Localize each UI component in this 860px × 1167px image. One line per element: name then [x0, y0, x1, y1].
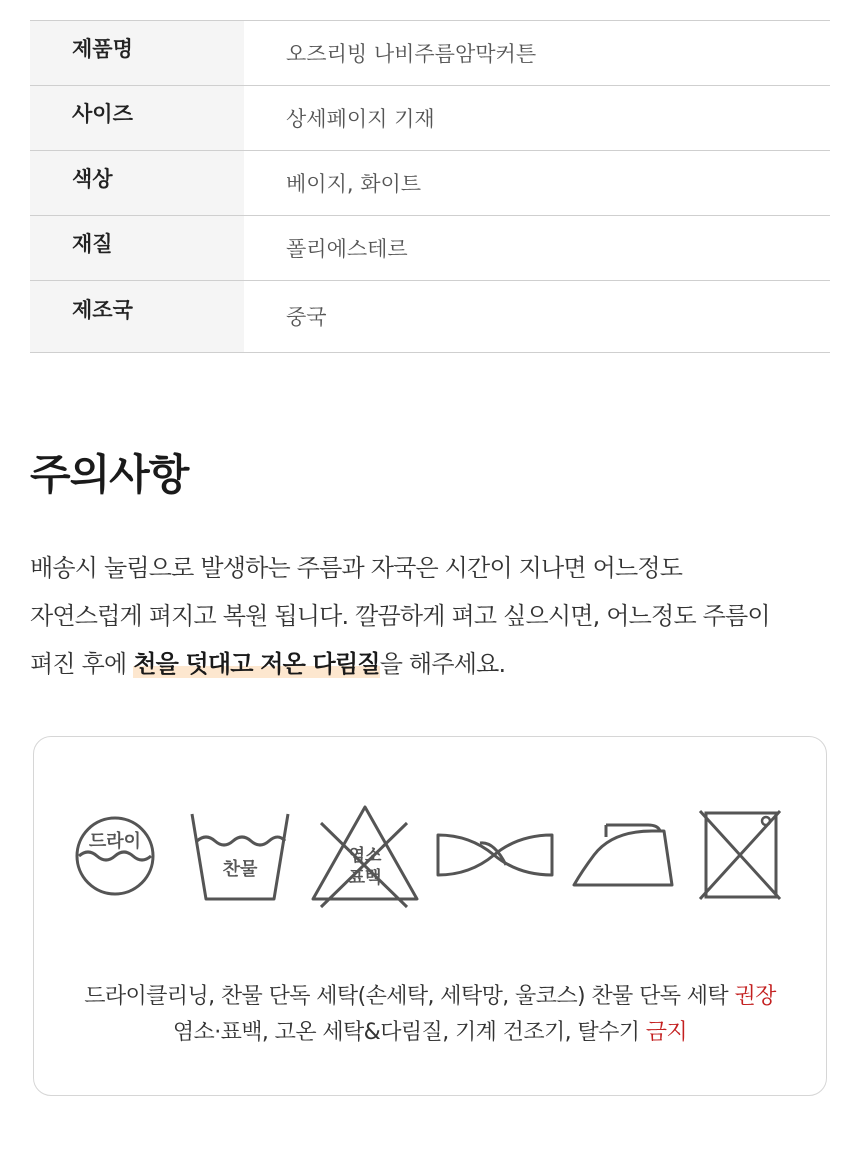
caution-line: 배송시 눌림으로 발생하는 주름과 자국은 시간이 지나면 어느정도	[30, 554, 683, 582]
spec-row-product-name	[30, 21, 830, 86]
ironing-highlight: 천을 덧대고 저온 다림질	[133, 650, 380, 678]
caution-line: 자연스럽게 펴지고 복원 됩니다. 깔끔하게 펴고 싶으시면, 어느정도 주름이	[30, 602, 770, 630]
spec-row-material	[30, 216, 830, 281]
spec-value: 중국	[286, 304, 327, 329]
spec-label: 사이즈	[30, 86, 244, 150]
spec-row-color	[30, 151, 830, 216]
spec-label: 제조국	[30, 281, 244, 352]
no-bleach-icon	[309, 803, 421, 909]
care-recommend-line: 드라이클리닝, 찬물 단독 세탁(손세탁, 세탁망, 울코스) 찬물 단독 세탁 권장	[84, 984, 776, 1009]
care-notice	[34, 979, 826, 1051]
no-bleach-label-top: 염소	[348, 846, 382, 866]
dry-clean-icon	[74, 815, 156, 897]
no-bleach-label-bottom: 표백	[348, 868, 382, 888]
spec-label: 재질	[30, 216, 244, 280]
spec-value: 오즈리빙 나비주름암막커튼	[286, 42, 537, 66]
product-spec-table	[30, 20, 830, 353]
spec-row-origin	[30, 281, 830, 353]
iron-icon	[572, 821, 676, 889]
caution-line: 펴진 후에 천을 덧대고 저온 다림질을 해주세요.	[30, 650, 506, 678]
cold-wash-icon	[189, 811, 291, 903]
care-instructions-box	[33, 736, 827, 1096]
no-wring-icon	[436, 831, 554, 879]
caution-title: 주의사항	[30, 450, 189, 499]
spec-row-size	[30, 86, 830, 151]
care-prohibit-line: 염소·표백, 고온 세탁&다림질, 기계 건조기, 탈수기 금지	[172, 1020, 688, 1045]
spec-label: 제품명	[30, 21, 244, 85]
recommend-badge: 권장	[734, 984, 776, 1009]
spec-value: 폴리에스테르	[286, 237, 408, 261]
prohibit-badge: 금지	[645, 1020, 688, 1045]
spec-value: 상세페이지 기재	[286, 107, 435, 131]
dry-clean-label: 드라이	[88, 831, 142, 852]
no-tumble-dry-icon	[698, 809, 782, 901]
caution-paragraph	[30, 544, 840, 688]
spec-label: 색상	[30, 151, 244, 215]
spec-value: 베이지, 화이트	[286, 172, 422, 196]
cold-wash-label: 찬물	[222, 859, 258, 880]
